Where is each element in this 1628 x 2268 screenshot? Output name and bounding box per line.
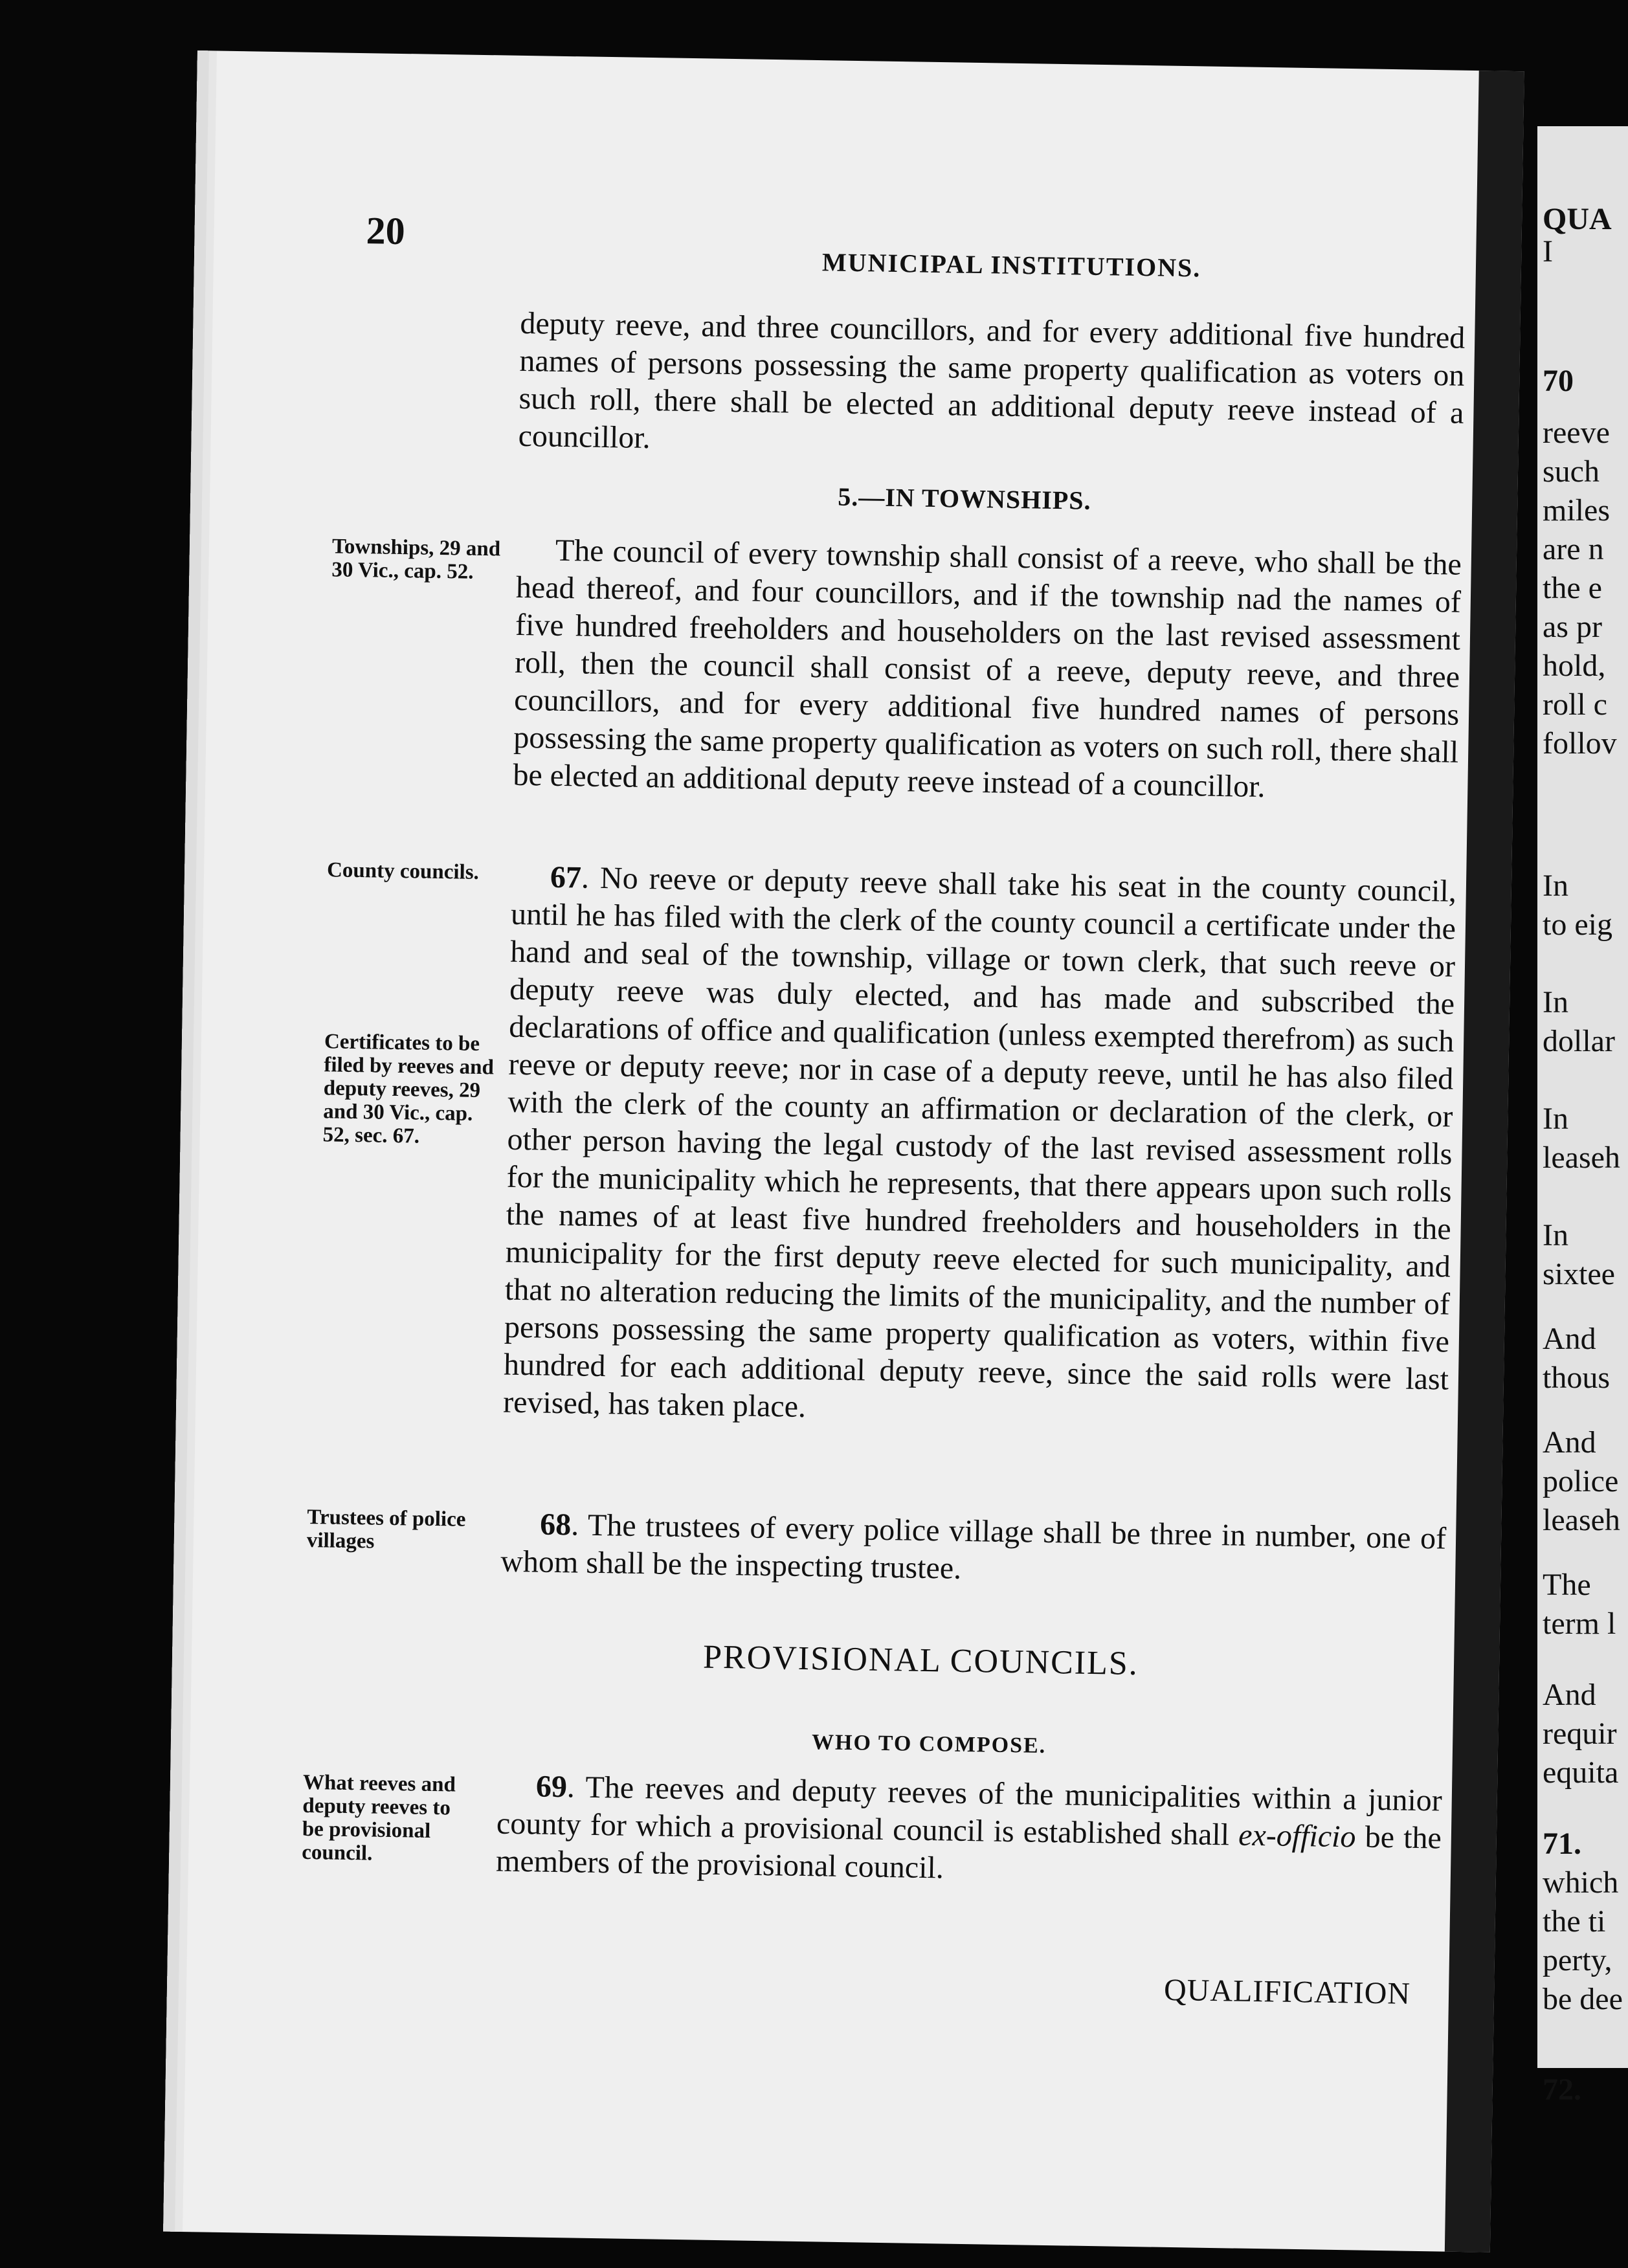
margin-note-what-reeves: What reeves and deputy reeves to be provisional council. <box>302 1770 456 1865</box>
facing-page-fragment: And <box>1543 1678 1596 1712</box>
townships-paragraph: The council of every township shall consist of a reeve, who shall be the head thereof, and four councillors, and if the township nad the names of five hundred freeholders and householders on the last revised assessment roll, then the council shall consist of a reeve, deputy reeve, and three councillors, and for every additional five hundred names of persons possessing the same property qualification as voters on such roll, there shall be elected an additional deputy reeve instead of a councillor. <box>513 533 1462 805</box>
facing-page-fragment: leaseh <box>1543 1503 1620 1537</box>
facing-page-fragment: requir <box>1543 1717 1617 1751</box>
facing-page-fragment: In <box>1543 869 1568 903</box>
facing-page-fragment: leaseh <box>1543 1140 1620 1175</box>
facing-page-fragment: reeve <box>1543 416 1610 450</box>
margin-note-townships: Townships, 29 and 30 Vic., cap. 52. <box>331 535 501 584</box>
facing-page-fragment: follov <box>1543 726 1617 761</box>
section-69-text-a: . The reeves and deputy reeves of the municipalities within a junior county for which a provisional council is established shall <box>496 1770 1443 1852</box>
facing-page-fragment: miles <box>1543 493 1610 528</box>
facing-page-fragment: The <box>1543 1568 1591 1602</box>
section-68-text: . The trustees of every police village shall be three in number, one of whom shall be the inspecting trustee. <box>500 1507 1447 1586</box>
facing-page-fragment: equita <box>1543 1755 1619 1790</box>
section-68-number: 68 <box>539 1507 572 1542</box>
facing-page-fragment: perty, <box>1543 1943 1612 1977</box>
provisional-councils-heading: PROVISIONAL COUNCILS. <box>702 1638 1139 1683</box>
facing-page-fragment: 72. <box>1543 2073 1581 2107</box>
section-69 <box>496 1768 1443 1895</box>
facing-page-fragment: 70 <box>1543 364 1574 398</box>
catchword: QUALIFICATION <box>1163 1972 1411 2011</box>
facing-page-fragment: thous <box>1543 1361 1611 1395</box>
facing-page-fragment: In <box>1543 1102 1568 1136</box>
facing-page-fragment: as pr <box>1543 610 1602 644</box>
facing-page-fragment: In <box>1543 985 1568 1019</box>
facing-page-fragment: are n <box>1543 532 1604 566</box>
section-67-number: 67 <box>550 860 582 895</box>
townships-heading: 5.—IN TOWNSHIPS. <box>837 482 1091 515</box>
facing-page-fragment: In <box>1543 1218 1568 1252</box>
facing-page-fragment: hold, <box>1543 649 1606 683</box>
facing-page-fragment: be dee <box>1543 1982 1623 2016</box>
facing-page-fragment: to eig <box>1543 907 1612 942</box>
who-to-compose-heading: WHO TO COMPOSE. <box>811 1730 1047 1758</box>
facing-page-fragment: I <box>1543 234 1553 269</box>
facing-page-fragment: And <box>1543 1322 1596 1356</box>
facing-page-fragment: And <box>1543 1425 1596 1460</box>
margin-note-certificates: Certificates to be filed by reeves and deputy reeves, 29 and 30 Vic., cap. 52, sec. 67. <box>322 1030 495 1148</box>
running-head: MUNICIPAL INSTITUTIONS. <box>821 247 1201 283</box>
facing-page-fragment: term l <box>1543 1606 1616 1641</box>
facing-page-fragment: roll c <box>1543 687 1607 722</box>
facing-page-fragment: police <box>1543 1464 1619 1498</box>
facing-page-fragment: such <box>1543 454 1600 489</box>
book-page <box>163 50 1524 2252</box>
facing-page-fragment: dollar <box>1543 1024 1615 1058</box>
facing-page-fragment: sixtee <box>1543 1257 1615 1291</box>
section-69-italic: ex-officio <box>1238 1818 1356 1854</box>
page-number: 20 <box>366 209 406 253</box>
facing-page-fragment: which <box>1543 1865 1619 1900</box>
section-67-text: . No reeve or deputy reeve shall take his seat in the county council, until he has filed with the clerk of the county council a certificate under the hand and seal of the township, village or town clerk, that such reeve or deputy reeve was duly elected, and has made and subscribed the declarations of office and qualification (unless exempted therefrom) as such reeve or deputy reeve; nor in case of a deputy reeve, until he has also filed with the clerk of the county an affirmation or declaration of the clerk, or other person having the legal custody of the last revised assessment rolls for the municipality which he represents, that there appears upon such rolls the names of at least five hundred freeholders and householders in the municipality for the first deputy reeve elected for such municipality, and that no alteration reducing the limits of the municipality, and the number of persons possessing the same property qualification as voters, within five hundred for each additional deputy reeve, since the said rolls were last revised, has taken place. <box>502 860 1457 1425</box>
intro-paragraph: deputy reeve, and three councillors, and for every additional five hundred names of persons possessing the same property qualification as voters on such roll, there shall be elected an additional deputy reeve instead of a councillor. <box>518 306 1466 456</box>
facing-page-fragment: QUA <box>1543 202 1612 236</box>
facing-page-edge <box>1537 126 1628 2107</box>
facing-page-fragment: the e <box>1543 571 1602 605</box>
section-67 <box>503 858 1456 1436</box>
facing-page-fragment: 71. <box>1543 1827 1581 1861</box>
facing-page-fragment: the ti <box>1543 1904 1606 1939</box>
section-68 <box>500 1506 1447 1595</box>
section-69-text-b: be the members of the provisional council. <box>495 1819 1442 1885</box>
margin-note-county-councils: County councils. <box>326 858 480 884</box>
section-69-number: 69 <box>535 1769 568 1805</box>
margin-note-trustees: Trustees of police villages <box>306 1505 466 1553</box>
